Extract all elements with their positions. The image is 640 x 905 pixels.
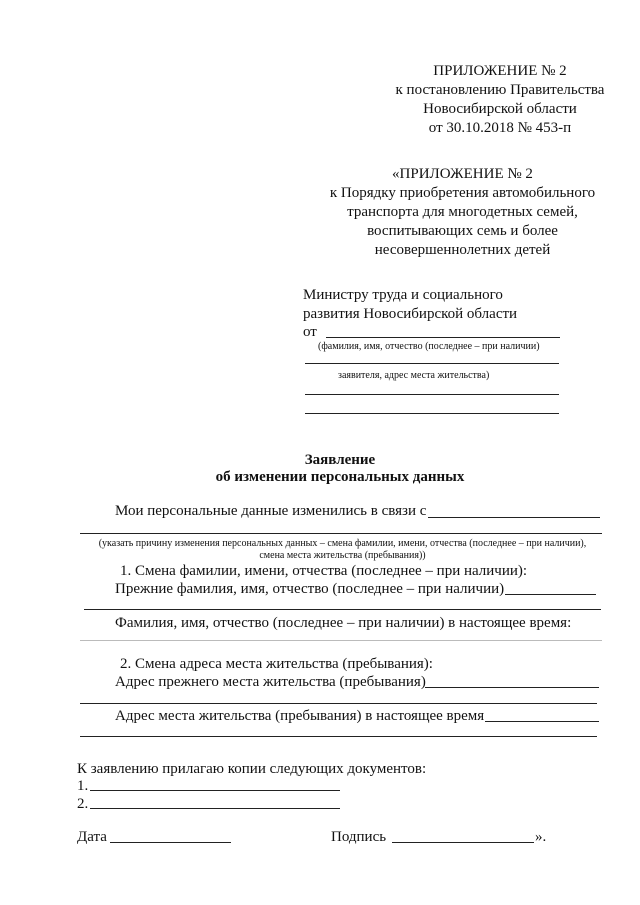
appendix-header-2-line1: «ПРИЛОЖЕНИЕ № 2 [392,166,533,182]
applicant-name-field[interactable] [326,337,560,338]
item1-prev-label: Прежние фамилия, имя, отчество (последнее – при наличии) [115,581,505,597]
item1-current-field[interactable] [80,640,602,641]
attachment-2-field[interactable] [90,808,340,809]
appendix-header-1-line4: от 30.10.2018 № 453-п [428,120,572,136]
appendix-header-2-line2: к Порядку приобретения автомобильного [329,185,596,201]
addressee-from-label: от [303,324,317,340]
document-title: Заявление [304,452,376,468]
item2-current-inline-field[interactable] [485,721,599,722]
item1-prev-field[interactable] [84,609,601,610]
item2-prev-inline-field[interactable] [425,687,599,688]
item2-current-field[interactable] [80,736,597,737]
appendix-header-2-line4: воспитывающих семь и более [367,223,558,239]
date-field[interactable] [110,842,231,843]
signature-field[interactable] [392,842,534,843]
appendix-header-2 [300,165,625,260]
applicant-address-field-2[interactable] [305,413,559,414]
appendix-header-2-line5: несовершеннолетних детей [374,242,551,258]
attachment-1-field[interactable] [90,790,340,791]
reason-hint1: (указать причину изменения персональных данных – смена фамилии, имени, отчества (последнее – при наличии), [98,538,587,549]
appendix-header-1-line3: Новосибирской области [423,101,577,117]
appendix-header-2-line3: транспорта для многодетных семей, [347,204,578,220]
item1-prev-inline-field[interactable] [505,594,596,595]
closing-quote: ». [535,829,547,845]
reason-text: Мои персональные данные изменились в связи с [115,503,427,519]
date-label: Дата [77,829,107,845]
addressee-line1: Министру труда и социального [303,287,503,303]
attachment-2-number: 2. [77,796,89,812]
applicant-address-field-1[interactable] [305,394,559,395]
item1-title: 1. Смена фамилии, имени, отчества (последнее – при наличии): [120,563,528,579]
reason-field[interactable] [80,533,602,534]
item1-current-label: Фамилия, имя, отчество (последнее – при наличии) в настоящее время: [115,615,572,631]
item2-prev-field[interactable] [80,703,597,704]
applicant-line2-field[interactable] [305,363,559,364]
addressee-line2: развития Новосибирской области [303,306,518,322]
attachment-1-number: 1. [77,778,89,794]
appendix-header-1 [370,62,630,138]
document-subtitle: об изменении персональных данных [215,469,465,485]
item2-prev-label: Адрес прежнего места жительства (пребывания) [115,674,426,690]
addressee-hint2: заявителя, адрес места жительства) [338,370,490,381]
appendix-header-1-line1: ПРИЛОЖЕНИЕ № 2 [433,63,567,79]
reason-hint2: смена места жительства (пребывания)) [259,550,426,561]
attachments-intro: К заявлению прилагаю копии следующих документов: [77,761,427,777]
signature-label: Подпись [331,829,387,845]
reason-inline-field[interactable] [428,517,600,518]
item2-title: 2. Смена адреса места жительства (пребывания): [120,656,433,672]
addressee-hint1: (фамилия, имя, отчество (последнее – при наличии) [318,341,540,352]
item2-current-label: Адрес места жительства (пребывания) в настоящее время [115,708,485,724]
appendix-header-1-line2: к постановлению Правительства [395,82,605,98]
